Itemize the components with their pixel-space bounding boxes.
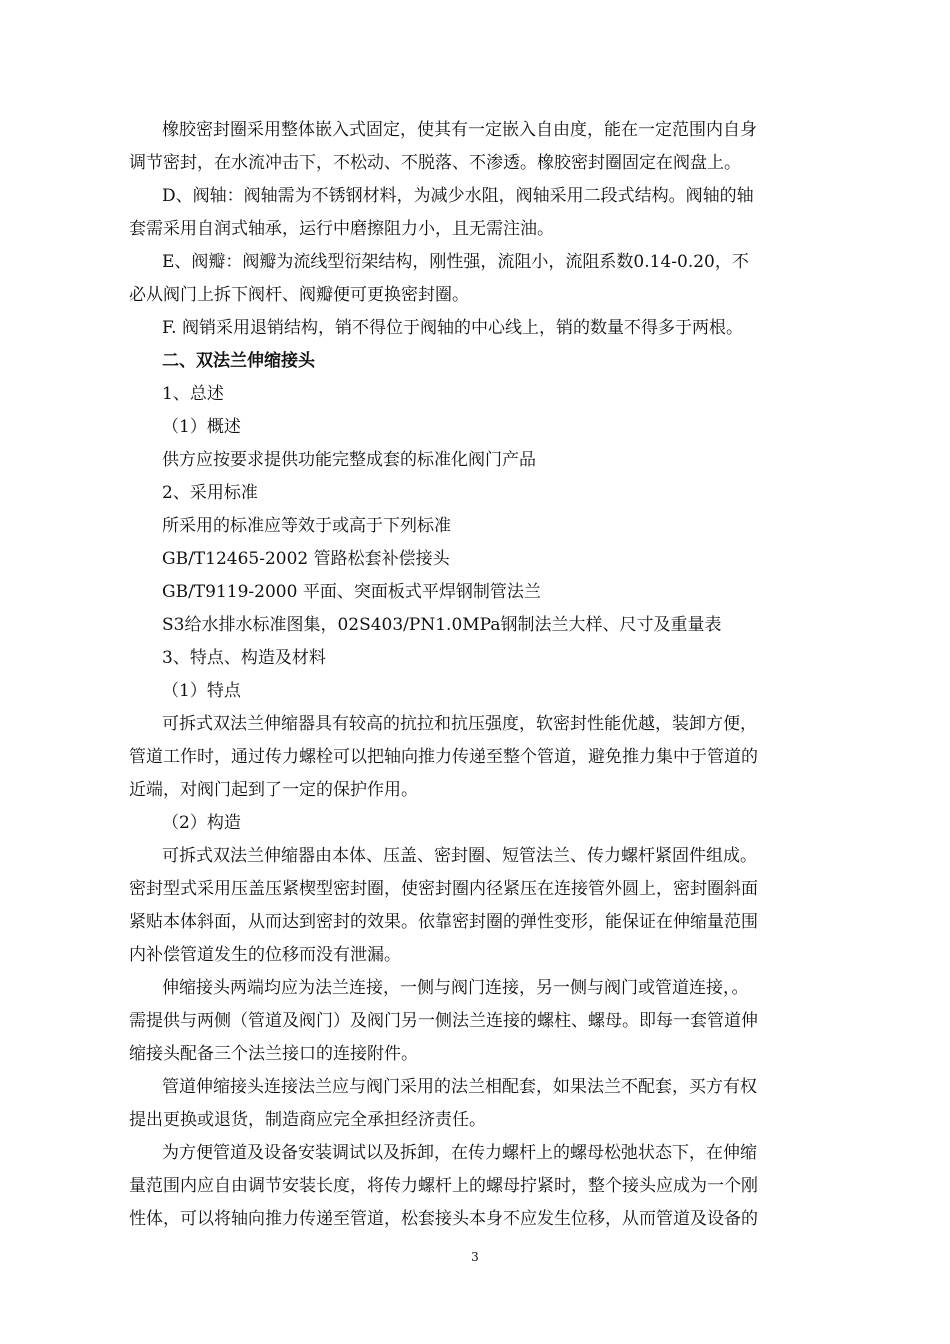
text-line: 必从阀门上拆下阀杆、阀瓣便可更换密封圈。: [129, 285, 469, 305]
text-line: D、阀轴：阀轴需为不锈钢材料，为减少水阻，阀轴采用二段式结构。阀轴的轴: [162, 186, 754, 206]
text-line: 为方便管道及设备安装调试以及拆卸，在传力螺杆上的螺母松弛状态下，在伸缩: [162, 1143, 757, 1163]
text-line: 管道伸缩接头连接法兰应与阀门采用的法兰相配套，如果法兰不配套，买方有权: [162, 1077, 757, 1097]
text-line: 紧贴本体斜面，从而达到密封的效果。依靠密封圈的弹性变形，能保证在伸缩量范围: [129, 912, 758, 932]
text-line: （1）概述: [162, 417, 241, 437]
text-line: 可拆式双法兰伸缩器具有较高的抗拉和抗压强度，软密封性能优越，装卸方便，: [162, 714, 757, 734]
text-line: （2）构造: [162, 813, 241, 833]
text-line: 管道工作时，通过传力螺栓可以把轴向推力传递至整个管道，避免推力集中于管道的: [129, 747, 758, 767]
text-line: 3、特点、构造及材料: [162, 648, 326, 668]
text-line: 近端，对阀门起到了一定的保护作用。: [129, 780, 418, 800]
text-line: GB/T12465-2002 管路松套补偿接头: [162, 549, 450, 569]
text-line: 套需采用自润式轴承，运行中磨擦阻力小，且无需注油。: [129, 219, 554, 239]
text-line: 需提供与两侧（管道及阀门）及阀门另一侧法兰连接的螺柱、螺母。即每一套管道伸: [129, 1011, 758, 1031]
text-line: 橡胶密封圈采用整体嵌入式固定，使其有一定嵌入自由度，能在一定范围内自身: [162, 120, 757, 140]
text-line: 调节密封，在水流冲击下，不松动、不脱落、不渗透。橡胶密封圈固定在阀盘上。: [129, 153, 741, 173]
text-line: 提出更换或退货，制造商应完全承担经济责任。: [129, 1110, 486, 1130]
text-line: 2、采用标准: [162, 483, 258, 503]
text-line: 供方应按要求提供功能完整成套的标准化阀门产品: [162, 450, 536, 470]
text-line: 缩接头配备三个法兰接口的连接附件。: [129, 1044, 418, 1064]
text-line: 伸缩接头两端均应为法兰连接，一侧与阀门连接，另一侧与阀门或管道连接，。: [162, 978, 749, 998]
text-line: 量范围内应自由调节安装长度，将传力螺杆上的螺母拧紧时，整个接头应成为一个刚: [129, 1176, 758, 1196]
page-number: 3: [471, 1250, 479, 1264]
text-line: （1）特点: [162, 681, 241, 701]
text-line: F. 阀销采用退销结构，销不得位于阀轴的中心线上，销的数量不得多于两根。: [162, 318, 743, 338]
text-line: 所采用的标准应等效于或高于下列标准: [162, 516, 451, 536]
text-line: GB/T9119-2000 平面、突面板式平焊钢制管法兰: [162, 582, 541, 602]
text-line: 可拆式双法兰伸缩器由本体、压盖、密封圈、短管法兰、传力螺杆紧固件组成。: [162, 846, 757, 866]
text-line: 内补偿管道发生的位移而没有泄漏。: [129, 945, 401, 965]
text-line: 性体，可以将轴向推力传递至管道，松套接头本身不应发生位移，从而管道及设备的: [129, 1209, 758, 1229]
text-line: 1、总述: [162, 384, 224, 404]
text-line: S3给水排水标准图集，02S403/PN1.0MPa钢制法兰大样、尺寸及重量表: [162, 615, 722, 635]
text-line: 密封型式采用压盖压紧楔型密封圈，使密封圈内径紧压在连接管外圆上，密封圈斜面: [129, 879, 758, 899]
text-line: E、阀瓣：阀瓣为流线型衍架结构，刚性强，流阻小，流阻系数0.14-0.20，不: [162, 252, 749, 272]
section-heading: 二、双法兰伸缩接头: [162, 351, 315, 371]
